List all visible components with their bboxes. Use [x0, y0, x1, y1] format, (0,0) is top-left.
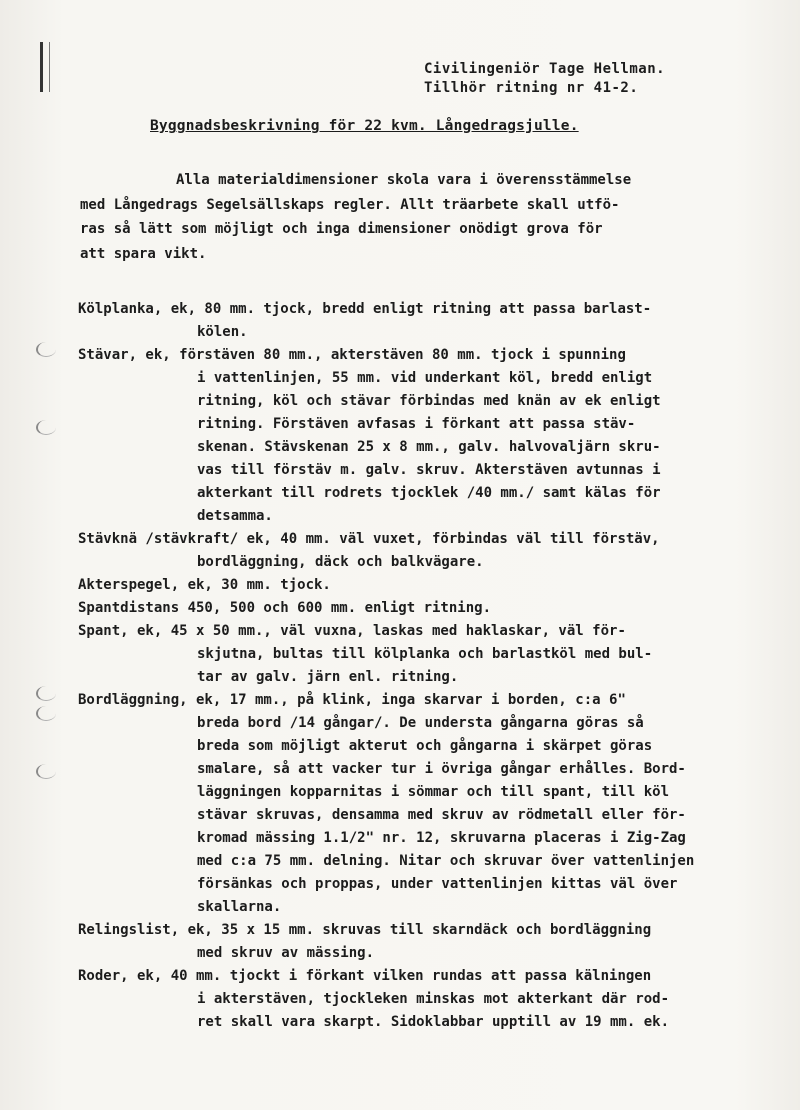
binder-mark	[40, 42, 50, 92]
punch-hole	[36, 686, 56, 701]
item-continuation-line: detsamma.	[197, 508, 273, 524]
item-continuation-line: skenan. Stävskenan 25 x 8 mm., galv. halvovaljärn skru-	[197, 439, 661, 455]
specification-item	[78, 574, 768, 597]
item-continuation-line: breda bord /14 gångar/. De understa gångarna göras så	[197, 715, 644, 731]
item-continuation-line: ritning. Förstäven avfasas i förkant att passa stäv-	[197, 416, 636, 432]
item-continuation-line: försänkas och proppas, under vattenlinjen kittas väl över	[197, 876, 678, 892]
reference-line: Tillhör ritning nr 41-2.	[424, 80, 639, 96]
item-continuation-line: ret skall vara skarpt. Sidoklabbar upptill av 19 mm. ek.	[197, 1014, 670, 1030]
specification-item	[78, 919, 768, 965]
item-first-line: Kölplanka, ek, 80 mm. tjock, bredd enligt ritning att passa barlast-	[78, 301, 652, 317]
item-first-line: Spantdistans 450, 500 och 600 mm. enligt ritning.	[78, 600, 492, 616]
specification-item	[78, 528, 768, 574]
item-continuation-line: stävar skruvas, densamma med skruv av rödmetall eller för-	[197, 807, 686, 823]
punch-hole	[36, 342, 56, 357]
item-continuation-line: i vattenlinjen, 55 mm. vid underkant köl, bredd enligt	[197, 370, 653, 386]
specification-item	[78, 298, 768, 344]
author-line: Civilingeniör Tage Hellman.	[424, 61, 666, 77]
specification-item	[78, 597, 768, 620]
punch-hole	[36, 420, 56, 435]
item-continuation-line: med skruv av mässing.	[197, 945, 375, 961]
item-first-line: Stävknä /stävkraft/ ek, 40 mm. väl vuxet, förbindas väl till förstäv,	[78, 531, 660, 547]
specification-item	[78, 344, 768, 528]
item-continuation-line: i akterstäven, tjockleken minskas mot akterkant där rod-	[197, 991, 670, 1007]
item-continuation-line: tar av galv. järn enl. ritning.	[197, 669, 459, 685]
item-continuation-line: vas till förstäv m. galv. skruv. Akterstäven avtunnas i	[197, 462, 661, 478]
item-continuation-line: ritning, köl och stävar förbindas med knän av ek enligt	[197, 393, 661, 409]
intro-line: att spara vikt.	[80, 245, 207, 262]
item-continuation-line: med c:a 75 mm. delning. Nitar och skruvar över vattenlinjen	[197, 853, 695, 869]
intro-line: Alla materialdimensioner skola vara i överensstämmelse	[176, 172, 632, 188]
punch-hole	[36, 764, 56, 779]
specification-list	[78, 298, 768, 1034]
punch-hole	[36, 706, 56, 721]
item-continuation-line: skallarna.	[197, 899, 282, 915]
specification-item	[78, 965, 768, 1034]
specification-item	[78, 620, 768, 689]
item-continuation-line: kölen.	[197, 324, 248, 340]
specification-item	[78, 689, 768, 919]
item-continuation-line: skjutna, bultas till kölplanka och barlastköl med bul-	[197, 646, 653, 662]
item-first-line: Relingslist, ek, 35 x 15 mm. skruvas till skarndäck och bordläggning	[78, 922, 652, 938]
item-first-line: Stävar, ek, förstäven 80 mm., akterstäven 80 mm. tjock i spunning	[78, 347, 626, 363]
item-first-line: Bordläggning, ek, 17 mm., på klink, inga skarvar i borden, c:a 6"	[78, 692, 626, 708]
item-first-line: Roder, ek, 40 mm. tjockt i förkant vilken rundas att passa kälningen	[78, 968, 652, 984]
item-first-line: Spant, ek, 45 x 50 mm., väl vuxna, laskas med haklaskar, väl för-	[78, 623, 626, 639]
document-title: Byggnadsbeskrivning för 22 kvm. Långedragsjulle.	[150, 118, 579, 134]
intro-paragraph	[80, 168, 740, 266]
item-continuation-line: breda som möjligt akterut och gångarna i skärpet göras	[197, 738, 653, 754]
item-continuation-line: läggningen kopparnitas i sömmar och till spant, till köl	[197, 784, 670, 800]
intro-line: ras så lätt som möjligt och inga dimensioner onödigt grova för	[80, 221, 603, 237]
item-first-line: Akterspegel, ek, 30 mm. tjock.	[78, 577, 331, 593]
item-continuation-line: bordläggning, däck och balkvägare.	[197, 554, 484, 570]
item-continuation-line: smalare, så att vacker tur i övriga gångar erhålles. Bord-	[197, 761, 686, 777]
item-continuation-line: kromad mässing 1.1/2" nr. 12, skruvarna placeras i Zig-Zag	[197, 830, 686, 846]
document-header	[424, 60, 665, 98]
item-continuation-line: akterkant till rodrets tjocklek /40 mm./ samt kälas för	[197, 485, 661, 501]
intro-line: med Långedrags Segelsällskaps regler. Allt träarbete skall utfö-	[80, 196, 620, 213]
